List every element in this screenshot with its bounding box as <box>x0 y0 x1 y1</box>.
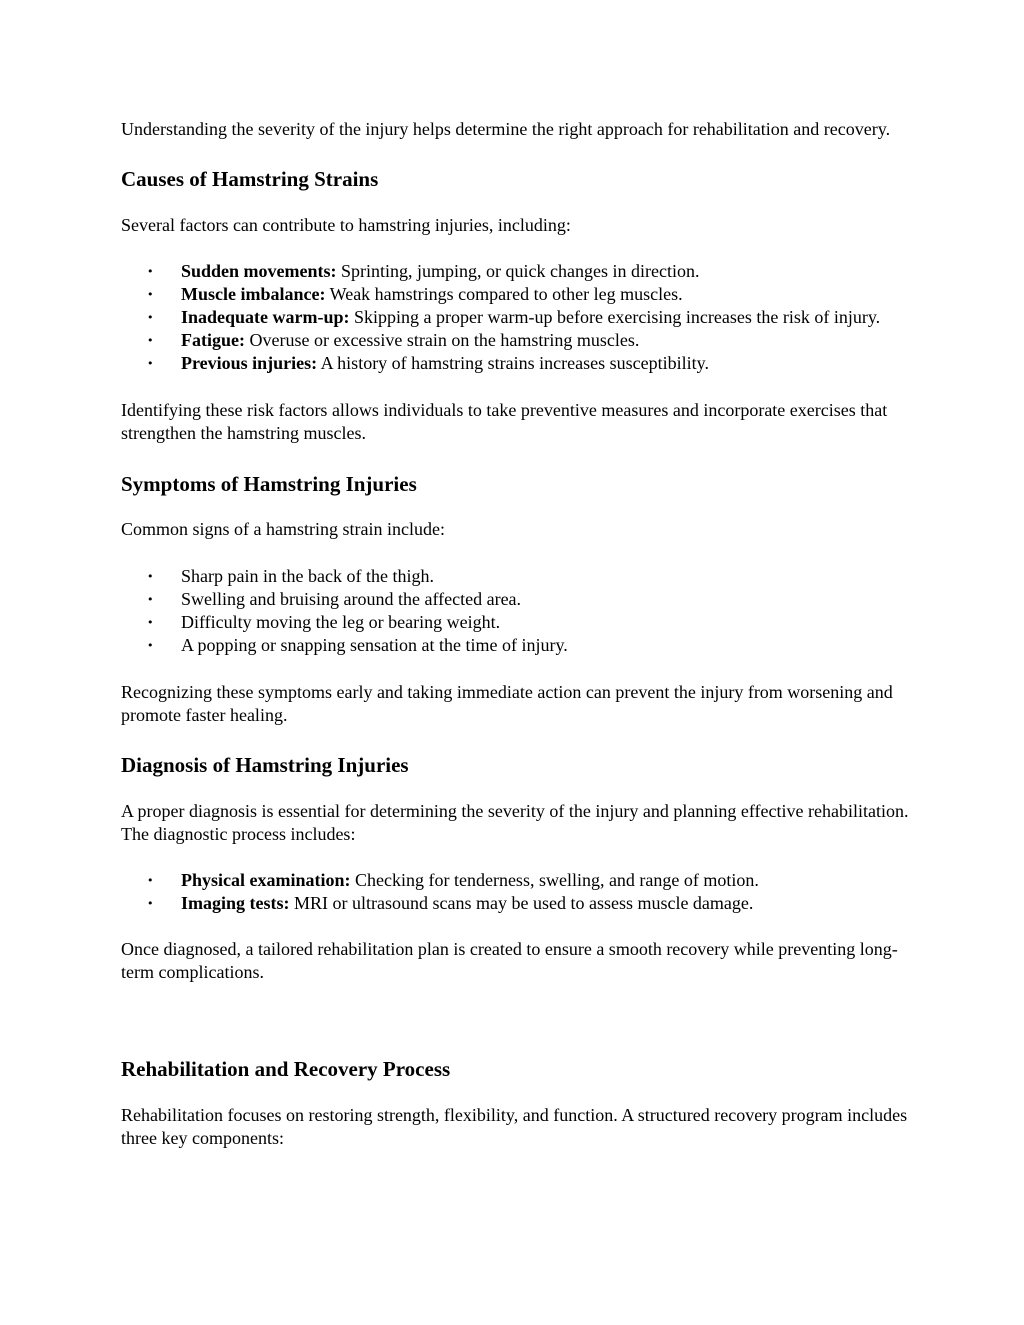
list-item <box>121 588 911 611</box>
list-item <box>121 565 911 588</box>
symptoms-heading: Symptoms of Hamstring Injuries <box>121 472 417 496</box>
item-term: Fatigue: <box>181 330 245 350</box>
list-item <box>121 352 911 375</box>
bullet-icon: • <box>147 265 154 278</box>
list-item <box>121 283 911 306</box>
item-desc: Weak hamstrings compared to other leg muscles. <box>325 284 683 304</box>
bullet-icon: • <box>147 288 154 301</box>
diagnosis-lead: A proper diagnosis is essential for determining the severity of the injury and planning effective rehabilitation. The diagnostic process includes: <box>121 801 909 844</box>
item-term: Muscle imbalance: <box>181 284 326 304</box>
bullet-icon: • <box>147 593 154 606</box>
intro-paragraph: Understanding the severity of the injury helps determine the right approach for rehabilitation and recovery. <box>121 119 891 139</box>
bullet-icon: • <box>147 639 154 652</box>
document-page <box>121 118 911 1150</box>
item-desc: Overuse or excessive strain on the hamstring muscles. <box>244 330 640 350</box>
item-term: Previous injuries: <box>181 353 318 373</box>
item-desc: MRI or ultrasound scans may be used to assess muscle damage. <box>289 893 754 913</box>
item-desc: Checking for tenderness, swelling, and range of motion. <box>350 870 759 890</box>
list-item <box>121 634 911 657</box>
bullet-icon: • <box>147 570 154 583</box>
symptoms-list <box>121 565 911 657</box>
list-item <box>121 260 911 283</box>
item-text: Difficulty moving the leg or bearing weight. <box>181 612 501 632</box>
bullet-icon: • <box>147 334 154 347</box>
bullet-icon: • <box>147 874 154 887</box>
bullet-icon: • <box>147 897 154 910</box>
rehab-heading: Rehabilitation and Recovery Process <box>121 1057 451 1081</box>
rehab-lead: Rehabilitation focuses on restoring strength, flexibility, and function. A structured recovery program includes three key components: <box>121 1105 908 1148</box>
list-item <box>121 869 911 892</box>
item-desc: Skipping a proper warm-up before exercising increases the risk of injury. <box>349 307 881 327</box>
bullet-icon: • <box>147 616 154 629</box>
diagnosis-heading: Diagnosis of Hamstring Injuries <box>121 753 409 777</box>
item-desc: A history of hamstring strains increases susceptibility. <box>317 353 709 373</box>
list-item <box>121 306 911 329</box>
list-item <box>121 329 911 352</box>
item-text: Sharp pain in the back of the thigh. <box>181 566 434 586</box>
diagnosis-list <box>121 869 911 915</box>
bullet-icon: • <box>147 311 154 324</box>
item-text: A popping or snapping sensation at the time of injury. <box>181 635 568 655</box>
item-desc: Sprinting, jumping, or quick changes in direction. <box>336 261 700 281</box>
item-text: Swelling and bruising around the affected area. <box>181 589 522 609</box>
causes-list <box>121 260 911 375</box>
item-term: Inadequate warm-up: <box>181 307 350 327</box>
item-term: Physical examination: <box>181 870 351 890</box>
item-term: Imaging tests: <box>181 893 290 913</box>
bullet-icon: • <box>147 357 154 370</box>
item-term: Sudden movements: <box>181 261 337 281</box>
list-item <box>121 892 911 915</box>
causes-heading: Causes of Hamstring Strains <box>121 167 379 191</box>
symptoms-lead: Common signs of a hamstring strain include: <box>121 519 445 539</box>
symptoms-closing: Recognizing these symptoms early and taking immediate action can prevent the injury from worsening and promote faster healing. <box>121 682 893 725</box>
causes-closing: Identifying these risk factors allows individuals to take preventive measures and incorporate exercises that strengthen the hamstring muscles. <box>121 400 888 443</box>
causes-lead: Several factors can contribute to hamstring injuries, including: <box>121 215 571 235</box>
list-item <box>121 611 911 634</box>
diagnosis-closing: Once diagnosed, a tailored rehabilitation plan is created to ensure a smooth recovery while preventing long-term complications. <box>121 939 898 982</box>
